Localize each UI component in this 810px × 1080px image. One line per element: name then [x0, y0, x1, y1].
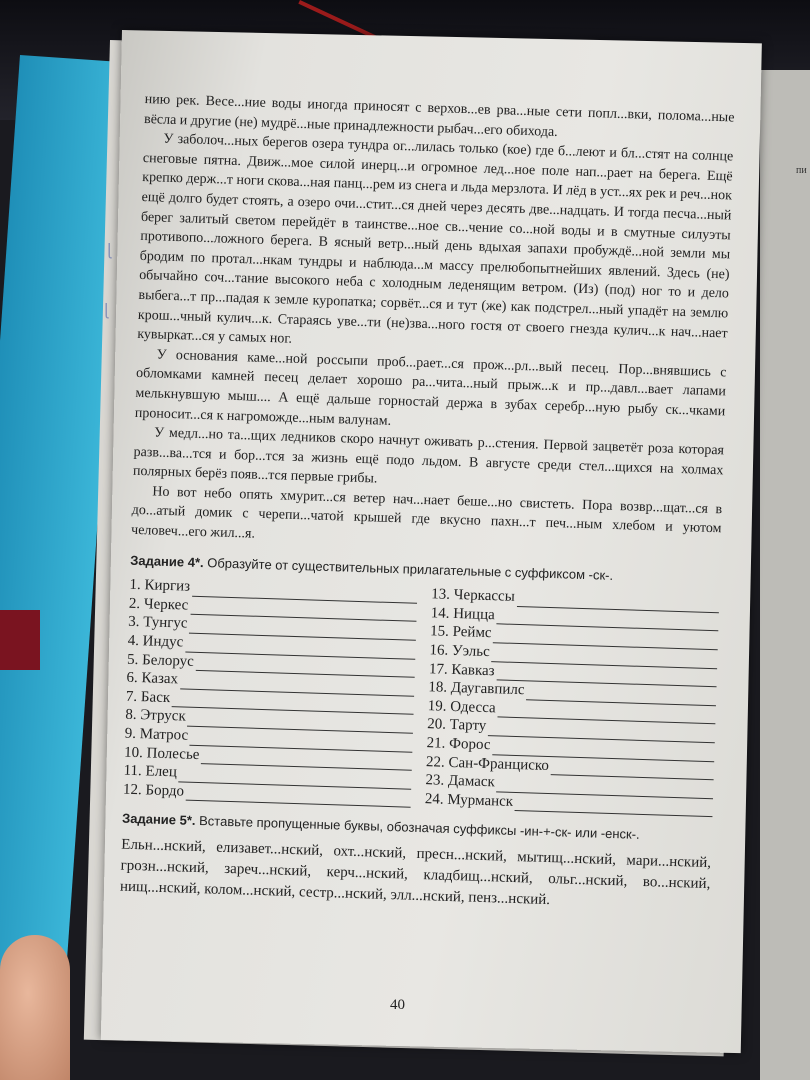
paragraph: У основания каме...ной россыпи проб...рает...ся прож...рл...вый песец. Пор...внявшись с обломками камней песец делает хорошо ра...чита...ный прыж...к и пр...давл...вает лапами мелькнувшую мыш.... А ещё дальше горностай держа в зубах серебр...ную рыбу ск...чками проносит...ся к нагроможде...ным валунам. [134, 347, 727, 429]
word: 24. Мурманск [424, 790, 514, 810]
task4-right-column [425, 585, 720, 817]
task5-text: Ельн...нский, елизавет...нский, охт...нский, пресн...нский, мытищ...нский, мари...нский, грозн...нский, зареч...нский, керч...нский, кладбищ...нский, ольг...нский, во...нский, нищ...нский, колом...нский, сестр...нский, элл...нский, пенз...нский. [119, 836, 712, 909]
word: 17. Кавказ [428, 660, 495, 679]
task4-word-list [123, 576, 720, 818]
word: 12. Бордо [122, 781, 185, 800]
answer-line[interactable] [186, 786, 411, 808]
word: 20. Тарту [426, 716, 487, 735]
task4-instruction: Образуйте от существительных прилагательные с суффиксом -ск-. [207, 554, 614, 583]
word: 13. Черкассы [431, 586, 516, 606]
word: 2. Черкес [128, 595, 189, 614]
task5-instruction: Вставьте пропущенные буквы, обозначая суффиксы -ин-+-ск- или -енск-. [198, 813, 640, 843]
word: 5. Белорус [126, 651, 195, 670]
word: 19. Одесса [427, 698, 496, 717]
paragraph: Но вот небо опять хмурит...ся ветер нач...нает беше...но свистеть. Пора возвр...щат...ся в до...атый домик с черепи...чатой крышей где вкусно пахн...т печ...ным хлебом и уютом человеч...его жил...я. [130, 484, 723, 542]
word: 9. Матрос [124, 725, 189, 744]
word: 8. Этруск [125, 707, 186, 725]
task4-title: Задание 4*. [129, 552, 204, 570]
word: 1. Киргиз [129, 577, 191, 595]
right-page-fragment: пи [796, 165, 807, 176]
word: 21. Форос [426, 735, 491, 754]
word: 10. Полесье [123, 744, 200, 763]
word: 14. Ницца [430, 605, 496, 624]
right-page [760, 70, 810, 1080]
word: 6. Казах [126, 669, 179, 688]
paragraph: нию рек. Весе...ние воды иногда приносят с верхов...ев рва...ные сети попл...вки, полома...ные вёсла и другие (не) мудрё...ные принадлежности рыбач...его обихода. [143, 91, 735, 140]
red-strap [0, 610, 40, 670]
word: 16. Уэльс [429, 642, 491, 661]
word: 15. Реймс [429, 623, 492, 642]
word: 4. Индус [127, 632, 184, 651]
paragraph: У заболоч...ных берегов озера тундра ог...лилась только (кое) где б...леют и бл...стят на солнце снеговые пятна. Движ...мое силой инерц...и огромное лед...ное поле нап...рает на берега. Ещё крепко держ...т ноги скова...ная панц...рем из снега и льда мерзлота. И лёд в уст...ях рек и реч...нок ещё долго будет стоять, а озеро очи...стит...ся дней через десять две...надцать. И тогда песча...ный берег залитый светом перейдёт в таинстве...ное св...чение со...ной воды и в смутные силуэты противопо...ложного берега. В ясный ветр...ный день вдыхая запахи пробуждё...ной земли мы бродим по протал...нкам тундры и наблюда...м массу прелюбопытнейших явлений. Здесь (не) обычайно соч...тание высокого неба с холодным леденящим ветром. (Из) (под) ног то и дело выбега...т пр...падая к земле куропатка; сорвёт...ся и тут (же) как подстрел...ный упадёт на землю крош...чный кулич...к. Стараясь уве...ти (не)зва...ного гостя от своего гнезда кулич...к нач...нает кувыркат...ся у самых ног. [137, 131, 734, 347]
thumb [0, 935, 70, 1080]
page-number: 40 [390, 997, 405, 1013]
answer-line[interactable] [515, 796, 713, 817]
pencil-mark: ɭ [107, 240, 112, 259]
task5-title: Задание 5*. [121, 811, 196, 829]
word: 18. Даугавпилс [428, 679, 525, 699]
page-content [120, 90, 735, 916]
word: 23. Дамаск [425, 772, 496, 791]
word: 7. Баск [125, 688, 171, 706]
task4-left-column [123, 576, 418, 808]
word: 22. Сан-Франциско [425, 753, 550, 774]
word: 11. Елец [123, 762, 178, 781]
paragraph: У медл...но та...щих ледников скоро начнут оживать р...стения. Первой зацветёт роза которая разв...ва...тся и бор...тся за жизнь ещё подо льдом. В августе среди стел...щихся на холмах полярных берёз появ...тся первые грибы. [132, 425, 725, 487]
word: 3. Тунгус [128, 614, 188, 633]
pencil-mark: ɭ [104, 300, 109, 319]
